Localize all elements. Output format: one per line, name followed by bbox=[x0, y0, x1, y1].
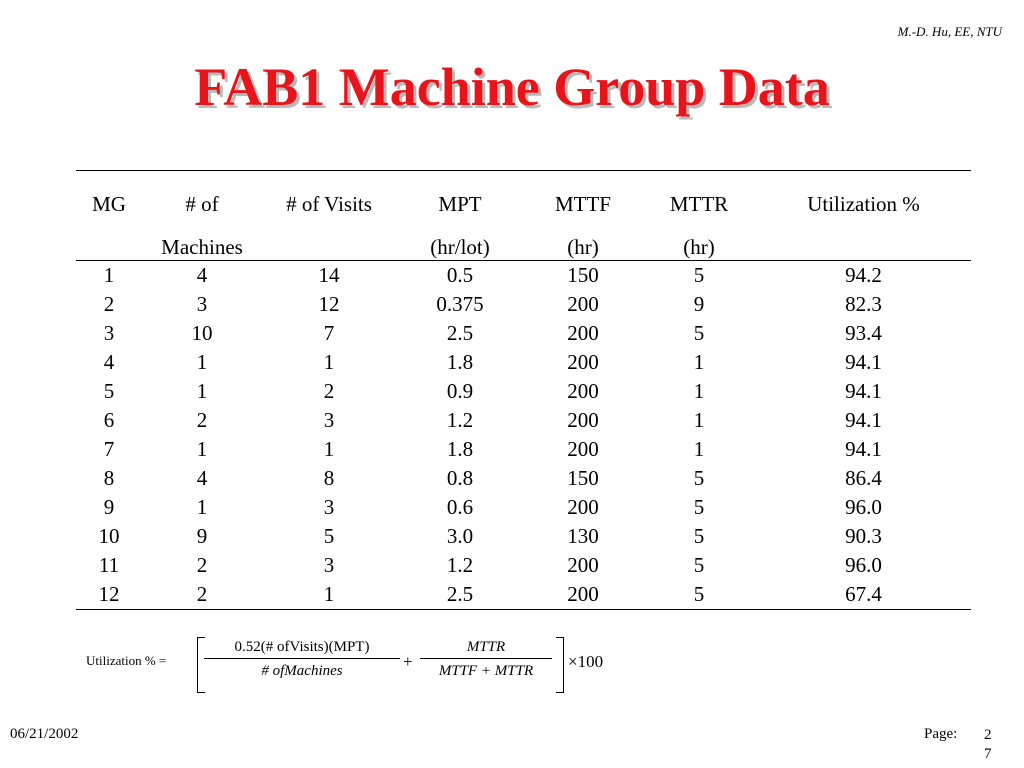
table-row bbox=[76, 435, 971, 464]
header-units-row bbox=[76, 235, 971, 261]
table-cell: 2.5 bbox=[446, 321, 474, 345]
table-cell: 3.0 bbox=[446, 524, 474, 548]
table-cell: 130 bbox=[567, 524, 599, 548]
table-cell: 5 bbox=[323, 524, 335, 548]
formula-multiplier: ×100 bbox=[568, 652, 604, 671]
table-cell: 5 bbox=[103, 379, 115, 403]
table-cell: 5 bbox=[693, 466, 705, 490]
table-cell: 93.4 bbox=[845, 321, 882, 345]
table-cell: 11 bbox=[98, 553, 120, 577]
table-row bbox=[76, 522, 971, 551]
table-cell: 9 bbox=[196, 524, 208, 548]
table-cell: 1 bbox=[693, 437, 705, 461]
table-cell: 1 bbox=[323, 350, 335, 374]
slide-title: FAB1 Machine Group Data bbox=[194, 57, 830, 117]
table-cell: 5 bbox=[693, 582, 705, 606]
page-label: Page: bbox=[924, 726, 958, 742]
column-header: MTTF bbox=[554, 191, 611, 216]
table-cell: 12 bbox=[318, 292, 340, 316]
column-header: # of bbox=[185, 191, 219, 216]
table-cell: 1 bbox=[196, 379, 208, 403]
table-cell: 0.375 bbox=[436, 292, 484, 316]
table-cell: 150 bbox=[567, 466, 599, 490]
table-cell: 3 bbox=[103, 321, 115, 345]
column-header: Utilization % bbox=[807, 191, 920, 216]
fraction-visits bbox=[204, 639, 400, 680]
table-cell: 2 bbox=[196, 408, 208, 432]
formula-label: Utilization % = bbox=[86, 653, 167, 668]
table-cell: 5 bbox=[693, 495, 705, 519]
table-cell: 200 bbox=[567, 350, 599, 374]
table-cell: 10 bbox=[191, 321, 213, 345]
table-cell: 1 bbox=[693, 350, 705, 374]
machine-group-table bbox=[76, 170, 971, 610]
column-header-unit: (hr) bbox=[567, 235, 599, 259]
fraction-visits-numerator: 0.52(# ofVisits)(MPT) bbox=[204, 639, 400, 659]
table-cell: 2 bbox=[103, 292, 115, 316]
table-cell: 0.9 bbox=[446, 379, 474, 403]
table-cell: 94.1 bbox=[845, 350, 882, 374]
table-cell: 5 bbox=[693, 524, 705, 548]
table-cell: 5 bbox=[693, 263, 705, 287]
table-cell: 2.5 bbox=[446, 582, 474, 606]
table-cell: 0.6 bbox=[446, 495, 474, 519]
table-cell: 96.0 bbox=[845, 495, 882, 519]
table-cell: 200 bbox=[567, 408, 599, 432]
table-cell: 86.4 bbox=[845, 466, 882, 490]
table-cell: 2 bbox=[323, 379, 335, 403]
table-cell: 200 bbox=[567, 582, 599, 606]
table-cell: 150 bbox=[567, 263, 599, 287]
table-cell: 200 bbox=[567, 495, 599, 519]
table-cell: 7 bbox=[323, 321, 335, 345]
table-cell: 1 bbox=[103, 263, 115, 287]
table-cell: 2 bbox=[196, 582, 208, 606]
column-header-unit: (hr/lot) bbox=[430, 235, 490, 259]
table-cell: 1.2 bbox=[446, 408, 474, 432]
table-row bbox=[76, 580, 971, 610]
author-credit: M.-D. Hu, EE, NTU bbox=[897, 24, 1002, 39]
column-header: MG bbox=[92, 191, 126, 216]
column-header-unit: Machines bbox=[161, 235, 243, 259]
table-cell: 67.4 bbox=[845, 582, 882, 606]
table-row bbox=[76, 348, 971, 377]
table-cell: 0.5 bbox=[446, 263, 474, 287]
table-body bbox=[76, 261, 971, 610]
table-cell: 200 bbox=[567, 437, 599, 461]
table-cell: 4 bbox=[196, 466, 208, 490]
table-cell: 1 bbox=[693, 408, 705, 432]
table-cell: 1 bbox=[196, 495, 208, 519]
table-row bbox=[76, 377, 971, 406]
table-cell: 94.1 bbox=[845, 408, 882, 432]
plus-sign: + bbox=[403, 652, 413, 671]
table-cell: 14 bbox=[318, 263, 340, 287]
table-cell: 96.0 bbox=[845, 553, 882, 577]
table-cell: 1 bbox=[323, 582, 335, 606]
utilization-formula bbox=[86, 633, 626, 695]
table-row bbox=[76, 290, 971, 319]
table-cell: 90.3 bbox=[845, 524, 882, 548]
table-row bbox=[76, 493, 971, 522]
table-cell: 1 bbox=[196, 350, 208, 374]
table-cell: 200 bbox=[567, 321, 599, 345]
table-row bbox=[76, 551, 971, 580]
table-cell: 9 bbox=[693, 292, 705, 316]
table-cell: 6 bbox=[103, 408, 115, 432]
table-cell: 7 bbox=[103, 437, 115, 461]
slide-date: 06/21/2002 bbox=[10, 726, 79, 742]
table-row bbox=[76, 406, 971, 435]
column-header: MPT bbox=[438, 191, 482, 216]
table-cell: 9 bbox=[103, 495, 115, 519]
column-header-unit: (hr) bbox=[683, 235, 715, 259]
fraction-mttr bbox=[420, 639, 552, 680]
table-cell: 8 bbox=[103, 466, 115, 490]
table-cell: 3 bbox=[323, 408, 335, 432]
table-cell: 94.1 bbox=[845, 379, 882, 403]
table-cell: 5 bbox=[693, 553, 705, 577]
table-cell: 12 bbox=[98, 582, 120, 606]
table-cell: 5 bbox=[693, 321, 705, 345]
column-header: MTTR bbox=[669, 191, 729, 216]
table-cell: 4 bbox=[196, 263, 208, 287]
table-cell: 3 bbox=[196, 292, 208, 316]
table-cell: 1.2 bbox=[446, 553, 474, 577]
right-bracket bbox=[556, 637, 564, 693]
table-row bbox=[76, 261, 971, 291]
table-cell: 1 bbox=[693, 379, 705, 403]
column-header-unit bbox=[76, 235, 142, 261]
page-number: 27 bbox=[984, 727, 992, 762]
table-cell: 1 bbox=[196, 437, 208, 461]
table-cell: 3 bbox=[323, 495, 335, 519]
fraction-mttr-numerator: MTTR bbox=[420, 639, 552, 659]
table-cell: 1.8 bbox=[446, 437, 474, 461]
table-row bbox=[76, 319, 971, 348]
table-cell: 200 bbox=[567, 292, 599, 316]
table-cell: 0.8 bbox=[446, 466, 474, 490]
table-cell: 94.2 bbox=[845, 263, 882, 287]
fraction-visits-denominator: # ofMachines bbox=[261, 663, 343, 679]
fraction-mttr-denominator: MTTF + MTTR bbox=[438, 663, 534, 679]
table-cell: 94.1 bbox=[845, 437, 882, 461]
table-cell: 10 bbox=[98, 524, 120, 548]
table-cell: 4 bbox=[103, 350, 115, 374]
table-cell: 8 bbox=[323, 466, 335, 490]
table-row bbox=[76, 464, 971, 493]
header-row bbox=[76, 171, 971, 236]
column-header-unit bbox=[756, 235, 971, 261]
table-cell: 1 bbox=[323, 437, 335, 461]
table-cell: 2 bbox=[196, 553, 208, 577]
table-cell: 200 bbox=[567, 379, 599, 403]
column-header: # of Visits bbox=[286, 191, 372, 216]
column-header-unit bbox=[262, 235, 396, 261]
table-cell: 1.8 bbox=[446, 350, 474, 374]
table-cell: 82.3 bbox=[845, 292, 882, 316]
table-cell: 3 bbox=[323, 553, 335, 577]
table-cell: 200 bbox=[567, 553, 599, 577]
